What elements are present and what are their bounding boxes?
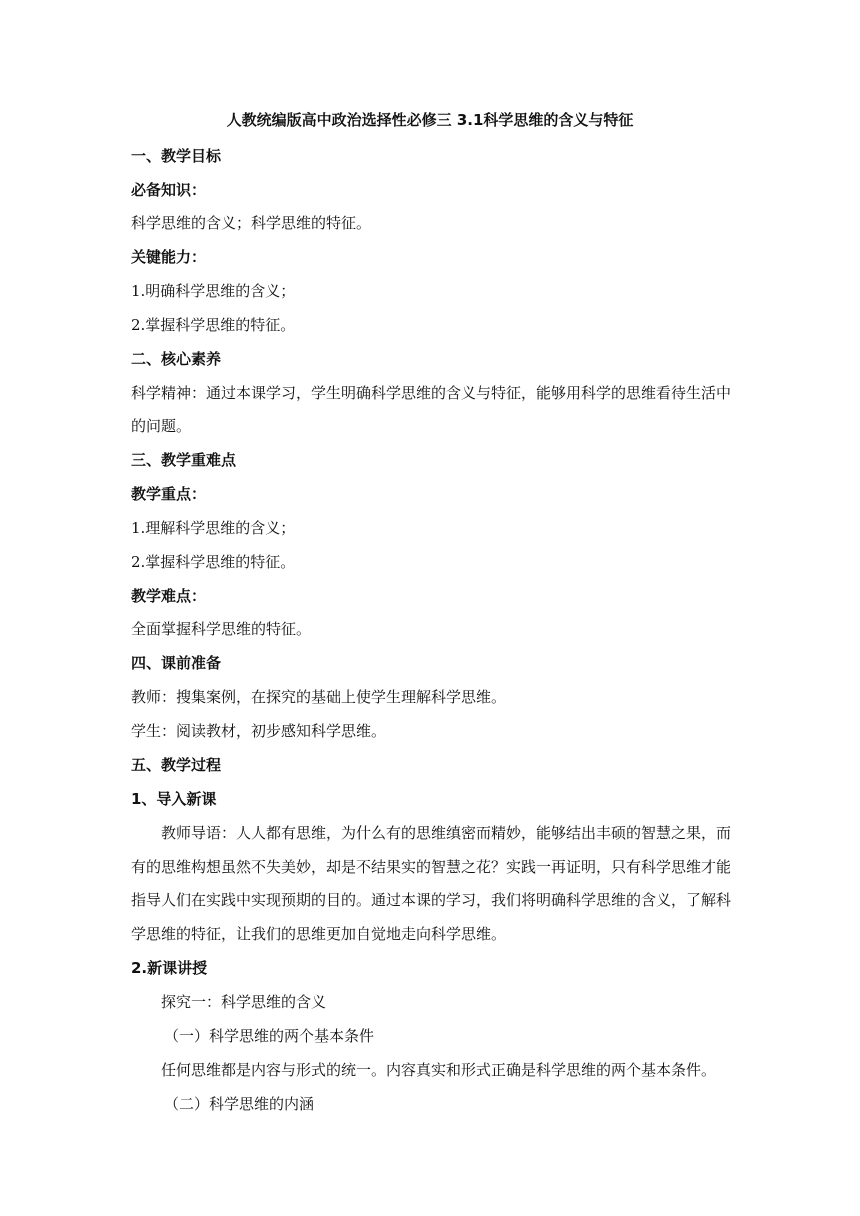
paragraph-line: 科学精神：通过本课学习，学生明确科学思维的含义与特征，能够用科学的思维看待生活中 — [131, 384, 732, 402]
paragraph-line: 学生：阅读教材，初步感知科学思维。 — [131, 722, 387, 740]
section-heading-objectives: 一、教学目标 — [131, 147, 222, 165]
list-item: 1.明确科学思维的含义； — [131, 282, 296, 300]
subheading-key-abilities: 关键能力： — [131, 248, 207, 266]
list-item: 2.掌握科学思维的特征。 — [131, 553, 296, 571]
paragraph-line: 的问题。 — [131, 417, 192, 435]
list-item: 1.理解科学思维的含义； — [131, 519, 296, 537]
subheading-teaching-difficulty: 教学难点： — [131, 587, 207, 605]
paragraph-line: 探究一：科学思维的含义 — [161, 993, 327, 1011]
paragraph-line: 教师：搜集案例，在探究的基础上使学生理解科学思维。 — [131, 688, 507, 706]
document-title: 人教统编版高中政治选择性必修三 3.1科学思维的含义与特征 — [226, 111, 634, 129]
subheading-introduction: 1、导入新课 — [131, 790, 217, 808]
paragraph-line: 任何思维都是内容与形式的统一。内容真实和形式正确是科学思维的两个基本条件。 — [161, 1061, 717, 1079]
paragraph-line: 指导人们在实践中实现预期的目的。通过本课的学习，我们将明确科学思维的含义，了解科 — [131, 891, 732, 909]
paragraph-line: 有的思维构想虽然不失美妙，却是不结果实的智慧之花？实践一再证明，只有科学思维才能 — [131, 858, 732, 876]
section-heading-process: 五、教学过程 — [131, 756, 222, 774]
subheading-teaching-focus: 教学重点： — [131, 485, 207, 503]
paragraph-line: （二）科学思维的内涵 — [164, 1095, 315, 1113]
section-heading-key-points: 三、教学重难点 — [131, 451, 237, 469]
paragraph-line: 教师导语：人人都有思维，为什么有的思维缜密而精妙，能够结出丰硕的智慧之果，而 — [161, 824, 732, 842]
paragraph-line: 科学思维的含义；科学思维的特征。 — [131, 214, 372, 232]
paragraph-line: 全面掌握科学思维的特征。 — [131, 620, 312, 638]
paragraph-line: （一）科学思维的两个基本条件 — [164, 1027, 375, 1045]
subheading-essential-knowledge: 必备知识： — [131, 181, 207, 199]
list-item: 2.掌握科学思维的特征。 — [131, 316, 296, 334]
section-heading-preparation: 四、课前准备 — [131, 654, 222, 672]
paragraph-line: 学思维的特征，让我们的思维更加自觉地走向科学思维。 — [131, 925, 507, 943]
subheading-new-lesson: 2.新课讲授 — [131, 959, 208, 977]
section-heading-core-literacy: 二、核心素养 — [131, 350, 222, 368]
